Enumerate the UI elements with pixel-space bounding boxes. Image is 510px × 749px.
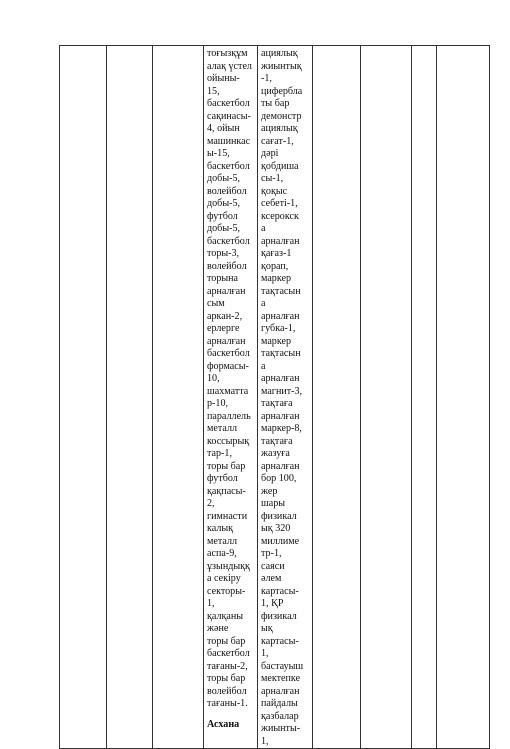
equipment-list-classroom: ациялық жиынтық -1, циферблa ты бар демонстр ациялық сағат-1, дәрі қобдиша сы-1, қоқыс себеті-1, ксерокск а арналған қағаз-1 қорап, маркер тақтасын а арналған губка-1, маркер тақтасын а арналған магнит-3, тақтаға арналған маркер-8, тақтаға жазуға арналған бор 100, жер шары физикал ық 320 миллиме тр-1, саяси әлем картасы- 1, ҚР физикал ық картасы- 1, бастауыш мектепке арналған пайдалы қазбалар жиынты- 1, [261, 48, 304, 747]
table-cell-col7 [361, 46, 412, 749]
table-cell-col8 [412, 46, 437, 749]
table-cell-col1 [60, 46, 107, 749]
equipment-list-sports: тоғызқұм алақ үстел ойыны- 15, баскетбол сақинасы- 4, ойын машинкас ы-15, баскетбол добы-5, волейбол добы-5, футбол добы-5, баскетбол торы-3, волейбол торына арналған сым аркан-2, ерлерге арналған баскетбол формасы- 10, шахматта р-10, параллель металл коссырық тар-1, торы бар футбол қақпасы- 2, гимнасти калық металл аспа-9, ұзындыққ а секіру секторы- 1, қалқаны және торы бар баскетбол тағаны-2, торы бар волейбол тағаны-1. [207, 48, 252, 709]
table-cell-col6 [313, 46, 361, 749]
table-cell-col3 [153, 46, 204, 749]
table-row [60, 46, 490, 749]
section-heading-canteen: Асхана [207, 718, 240, 730]
table-cell-equipment-classroom [258, 46, 313, 749]
table-cell-col2 [107, 46, 153, 749]
table-cell-col9 [437, 46, 490, 749]
table-cell-equipment-sports [204, 46, 258, 749]
document-table [59, 45, 490, 749]
